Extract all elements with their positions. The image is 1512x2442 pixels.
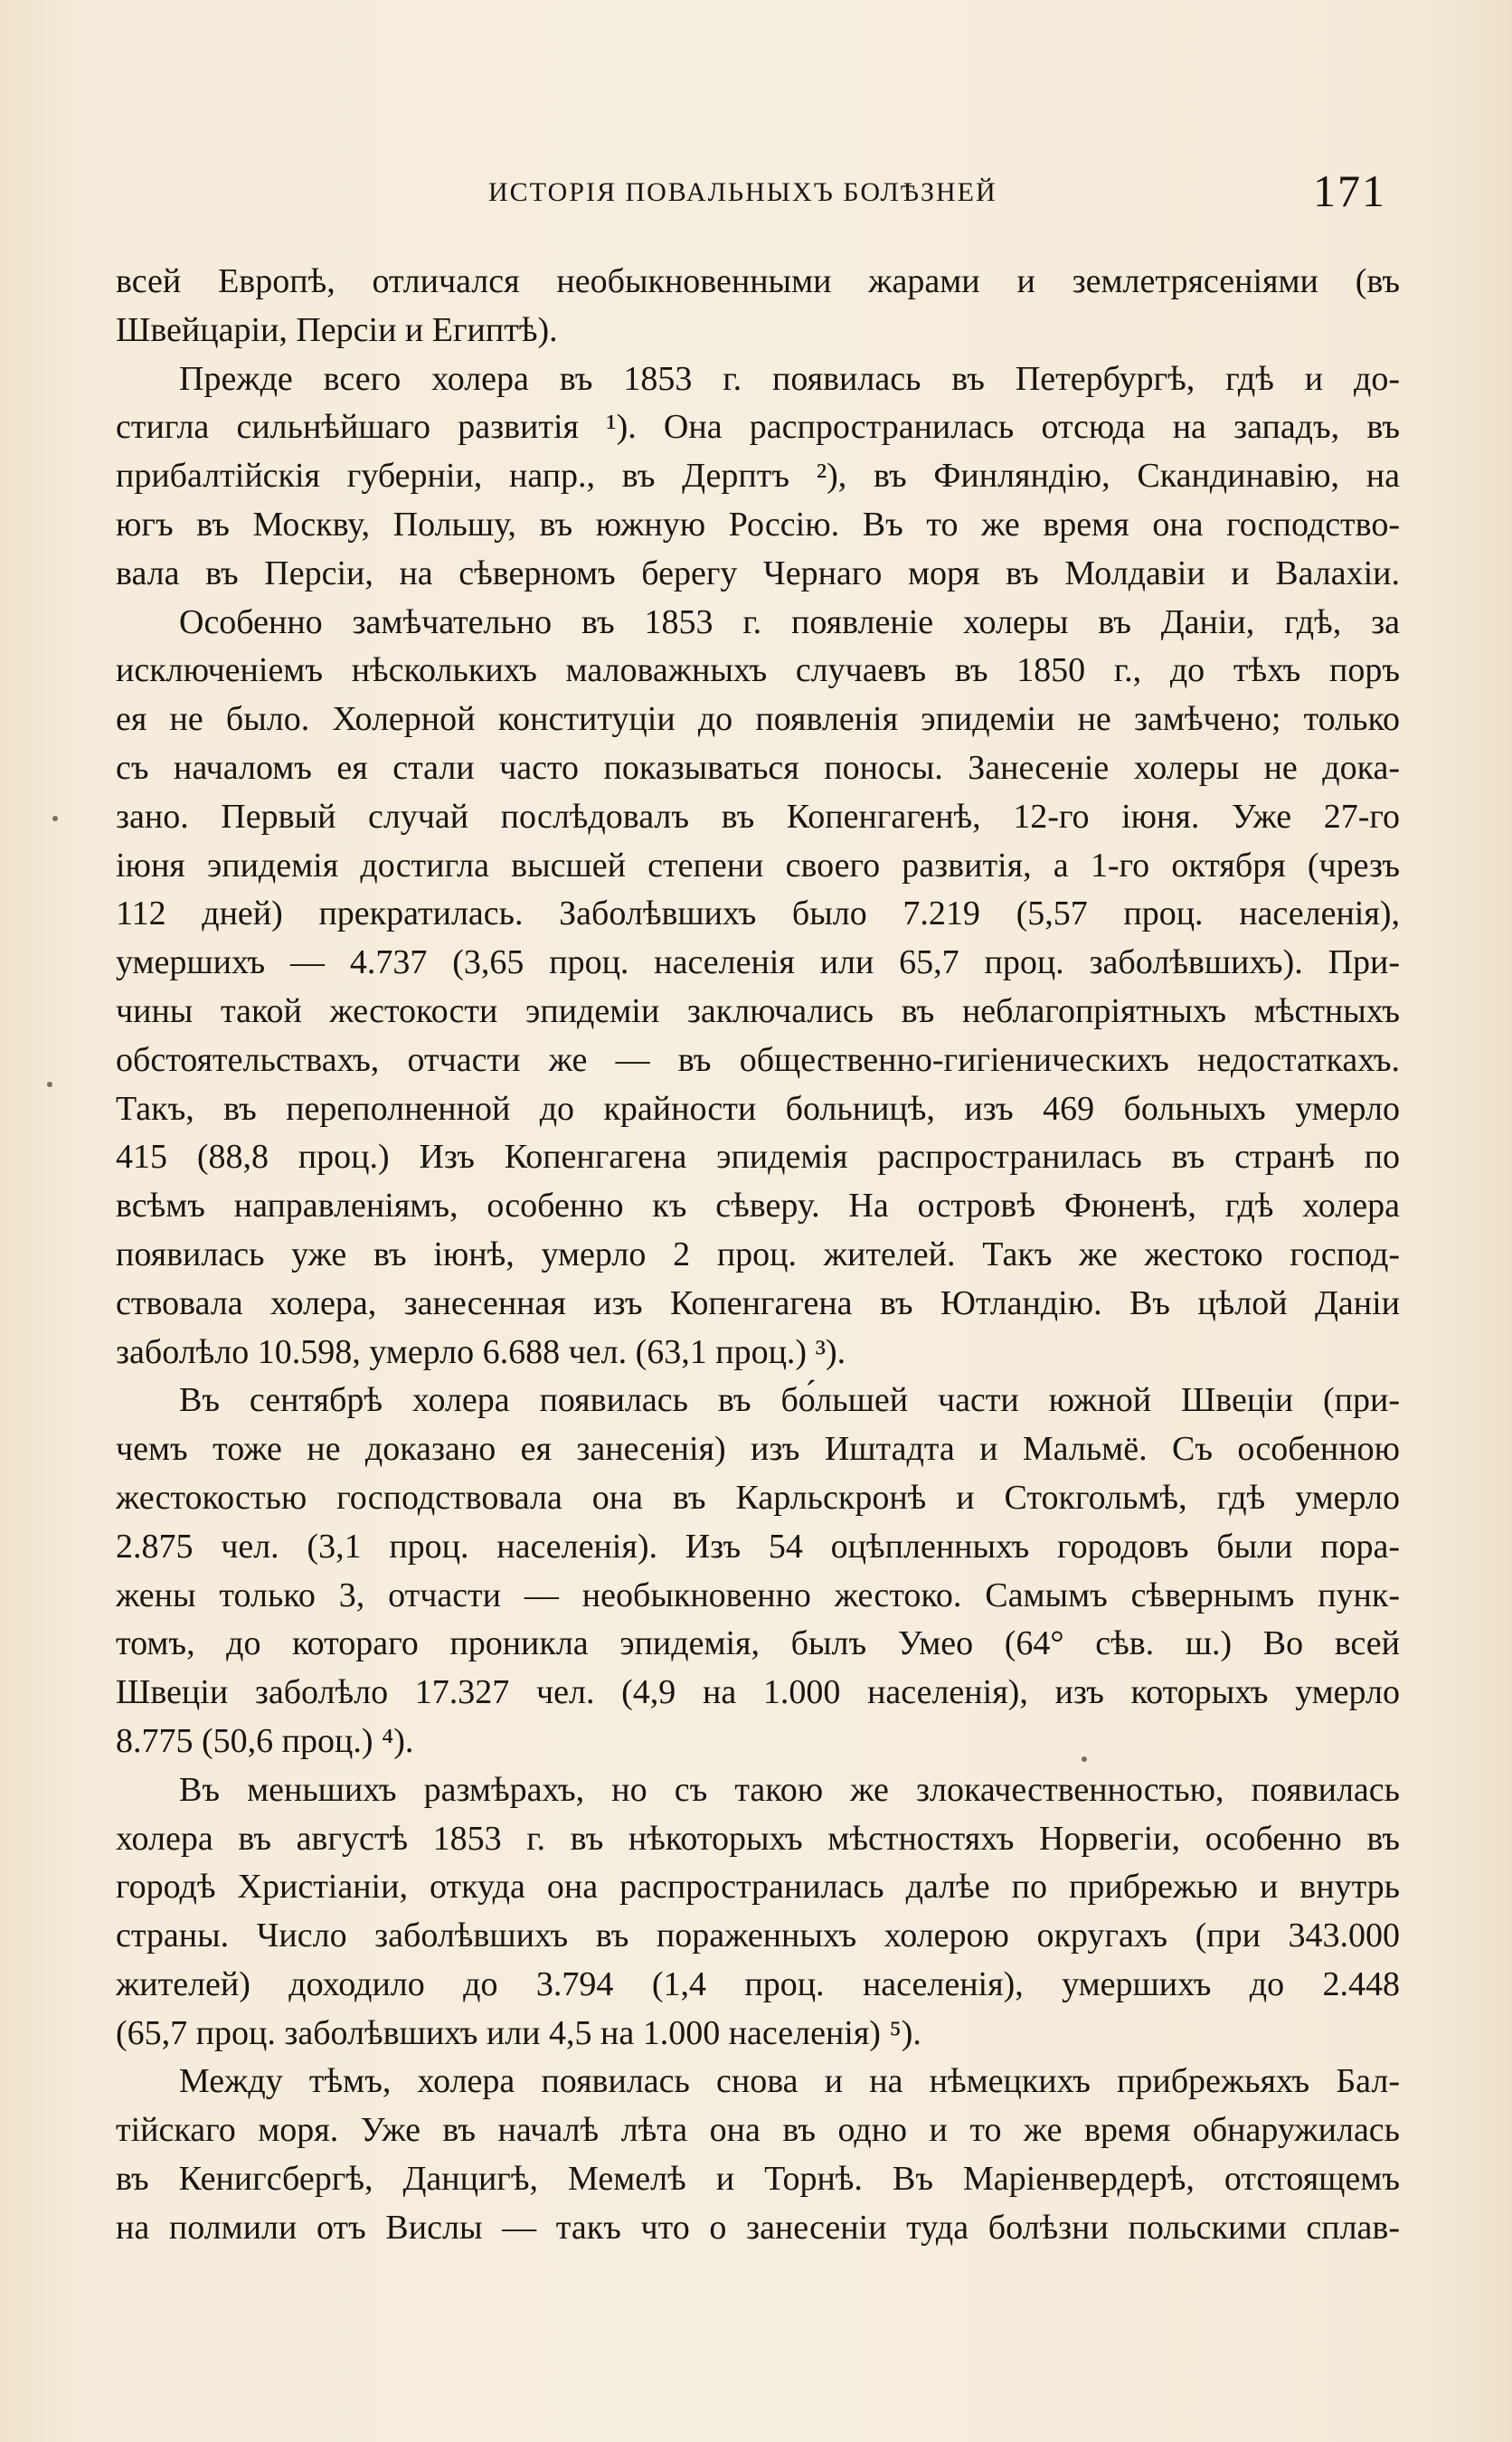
text-line: іюня эпидемія достигла высшей степени своего развитія, а 1-го октября (чрезъ <box>116 846 1400 885</box>
text-line: 415 (88,8 проц.) Изъ Копенгагена эпидемія распространилась въ странѣ по <box>116 1138 1400 1177</box>
text-line: страны. Число заболѣвшихъ въ пораженныхъ холерою округахъ (при 343.000 <box>116 1917 1400 1955</box>
text-line: появилась уже въ іюнѣ, умерло 2 проц. жителей. Такъ же жестоко господ- <box>116 1235 1400 1273</box>
scan-speck <box>1082 1756 1087 1762</box>
text-line: Между тѣмъ, холера появилась снова и на нѣмецкихъ прибрежьяхъ Бал- <box>179 2062 1400 2101</box>
text-line: жителей) доходило до 3.794 (1,4 проц. населенія), умершихъ до 2.448 <box>116 1964 1400 2003</box>
text-line: чемъ тоже не доказано ея занесенія) изъ Иштадта и Мальмё. Съ особенною <box>116 1430 1400 1469</box>
text-line: 2.875 чел. (3,1 проц. населенія). Изъ 54 оцѣпленныхъ городовъ были пора- <box>116 1527 1400 1566</box>
text-line: ея не было. Холерной конституціи до появленія эпидеміи не замѣчено; только <box>116 700 1400 739</box>
text-line: Прежде всего холера въ 1853 г. появилась въ Петербургѣ, гдѣ и до- <box>179 359 1400 398</box>
text-line: Швеціи заболѣло 17.327 чел. (4,9 на 1.000 населенія), изъ которыхъ умерло <box>116 1673 1400 1712</box>
text-line: на полмили отъ Вислы — такъ что о занесеніи туда болѣзни польскими сплав- <box>116 2208 1400 2247</box>
text-line: (65,7 проц. заболѣвшихъ или 4,5 на 1.000 населенія) ⁵). <box>116 2013 921 2052</box>
text-line: прибалтійскія губерніи, напр., въ Дерптъ ²), въ Финляндію, Скандинавію, на <box>116 457 1400 496</box>
text-line: всѣмъ направленіямъ, особенно къ сѣверу. На островѣ Фюненѣ, гдѣ холера <box>116 1187 1400 1226</box>
text-line: исключеніемъ нѣсколькихъ маловажныхъ случаевъ въ 1850 г., до тѣхъ поръ <box>116 651 1400 690</box>
text-line: 8.775 (50,6 проц.) ⁴). <box>116 1721 414 1760</box>
body-text <box>116 258 1400 2253</box>
text-line: Швейцаріи, Персіи и Египтѣ). <box>116 310 558 349</box>
text-line: съ началомъ ея стали часто показываться поносы. Занесеніе холеры не дока- <box>116 748 1400 787</box>
text-line: томъ, до котораго проникла эпидемія, былъ Умео (64° сѣв. ш.) Во всей <box>116 1624 1400 1663</box>
text-line: жестокостью господствовала она въ Карльскронѣ и Стокгольмѣ, гдѣ умерло <box>116 1478 1400 1517</box>
scan-speck <box>52 816 58 821</box>
text-line: ствовала холера, занесенная изъ Копенгагена въ Ютландію. Въ цѣлой Даніи <box>116 1283 1400 1322</box>
text-line: Особенно замѣчательно въ 1853 г. появленіе холеры въ Даніи, гдѣ, за <box>179 602 1400 641</box>
scan-speck <box>47 1082 52 1087</box>
text-line: всей Европѣ, отличался необыкновенными жарами и землетрясеніями (въ <box>116 262 1400 300</box>
text-line: зано. Первый случай послѣдовалъ въ Копенгагенѣ, 12-го іюня. Уже 27-го <box>116 797 1400 836</box>
text-line: заболѣло 10.598, умерло 6.688 чел. (63,1 проц.) ³). <box>116 1332 846 1371</box>
text-line: Такъ, въ переполненной до крайности больницѣ, изъ 469 больныхъ умерло <box>116 1089 1400 1128</box>
text-line: вала въ Персіи, на сѣверномъ берегу Чернаго моря въ Молдавіи и Валахіи. <box>116 554 1400 592</box>
text-line: 112 дней) прекратилась. Заболѣвшихъ было 7.219 (5,57 проц. населенія), <box>116 894 1400 933</box>
text-line: Въ сентябрѣ холера появилась въ бо́льшей части южной Швеціи (при- <box>179 1381 1400 1420</box>
running-head: ИСТОРІЯ ПОВАЛЬНЫХЪ БОЛѢЗНЕЙ <box>488 177 997 207</box>
text-line: югъ въ Москву, Польшу, въ южную Россію. Въ то же время она господство- <box>116 505 1400 544</box>
text-line: стигла сильнѣйшаго развитія ¹). Она распространилась отсюда на западъ, въ <box>116 408 1400 447</box>
text-line: въ Кенигсбергѣ, Данцигѣ, Мемелѣ и Торнѣ. Въ Маріенвердерѣ, отстоящемъ <box>116 2160 1400 2199</box>
text-line: городѣ Христіаніи, откуда она распространилась далѣе по прибрежью и внутрь <box>116 1868 1400 1907</box>
text-line: умершихъ — 4.737 (3,65 проц. населенія или 65,7 проц. заболѣвшихъ). При- <box>116 943 1400 982</box>
text-line: жены только 3, отчасти — необыкновенно жестоко. Самымъ сѣвернымъ пунк- <box>116 1576 1400 1614</box>
text-line: холера въ августѣ 1853 г. въ нѣкоторыхъ мѣстностяхъ Норвегіи, особенно въ <box>116 1819 1400 1858</box>
text-line: обстоятельствахъ, отчасти же — въ общественно-гигіеническихъ недостаткахъ. <box>116 1040 1400 1079</box>
text-line: чины такой жестокости эпидеміи заключались въ неблагопріятныхъ мѣстныхъ <box>116 991 1400 1030</box>
page-number: 171 <box>1313 166 1386 216</box>
text-line: тійскаго моря. Уже въ началѣ лѣта она въ одно и то же время обнаружилась <box>116 2111 1400 2150</box>
text-line: Въ меньшихъ размѣрахъ, но съ такою же злокачественностью, появилась <box>179 1770 1400 1809</box>
